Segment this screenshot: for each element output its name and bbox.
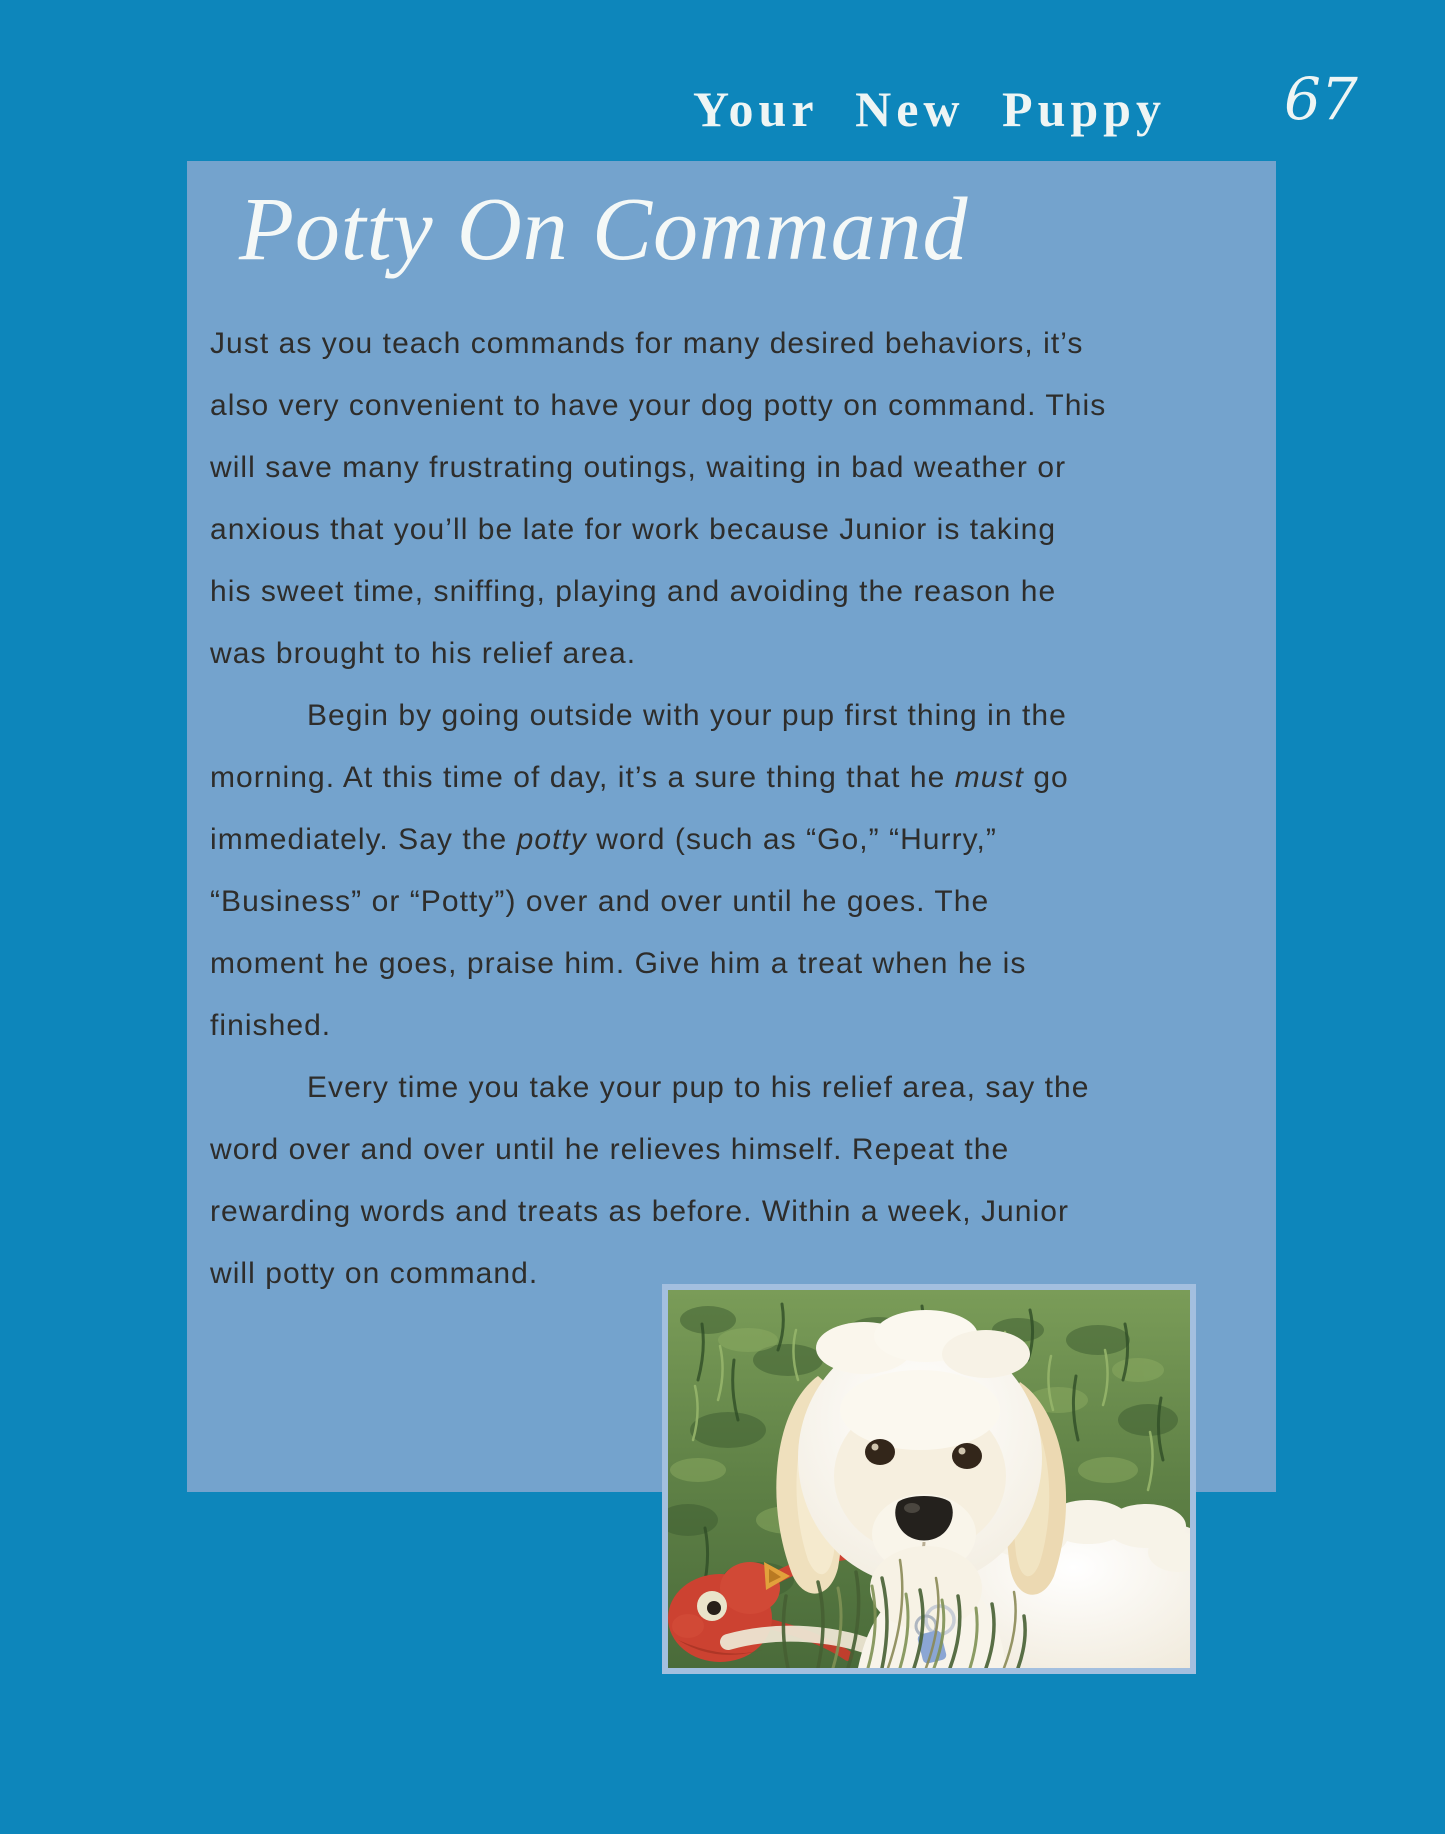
paragraph [210, 313, 1240, 685]
running-head: Your New Puppy [692, 81, 1166, 137]
puppy-photo [662, 1284, 1196, 1674]
text-line: morning. At this time of day, it’s a sure thing that he must go [210, 761, 1069, 794]
text-line: immediately. Say the potty word (such as “Go,” “Hurry,” [210, 823, 997, 856]
text-line: “Business” or “Potty”) over and over until he goes. The [210, 885, 990, 918]
text-line: also very convenient to have your dog potty on command. This [210, 389, 1107, 422]
text-line: rewarding words and treats as before. Within a week, Junior [210, 1195, 1070, 1228]
text-line: Just as you teach commands for many desired behaviors, it’s [210, 327, 1084, 360]
text-line: moment he goes, praise him. Give him a treat when he is [210, 947, 1027, 980]
text-line: will potty on command. [210, 1257, 539, 1290]
text-line: was brought to his relief area. [210, 637, 637, 670]
text-line: his sweet time, sniffing, playing and avoiding the reason he [210, 575, 1057, 608]
puppy-left-eye [865, 1439, 895, 1465]
text-line: finished. [210, 1009, 332, 1042]
page-number: 67 [1284, 65, 1358, 133]
text-line: Every time you take your pup to his relief area, say the [307, 1071, 1090, 1104]
article-title: Potty On Command [239, 180, 969, 279]
text-line: Begin by going outside with your pup first thing in the [307, 699, 1067, 732]
text-line: anxious that you’ll be late for work because Junior is taking [210, 513, 1057, 546]
puppy-photo-illustration [668, 1290, 1190, 1668]
article-body [210, 313, 1240, 1305]
paragraph [210, 685, 1240, 1057]
text-line: will save many frustrating outings, waiting in bad weather or [210, 451, 1067, 484]
text-line: word over and over until he relieves himself. Repeat the [210, 1133, 1010, 1166]
paragraph [210, 1057, 1240, 1305]
puppy-right-eye [952, 1443, 982, 1469]
